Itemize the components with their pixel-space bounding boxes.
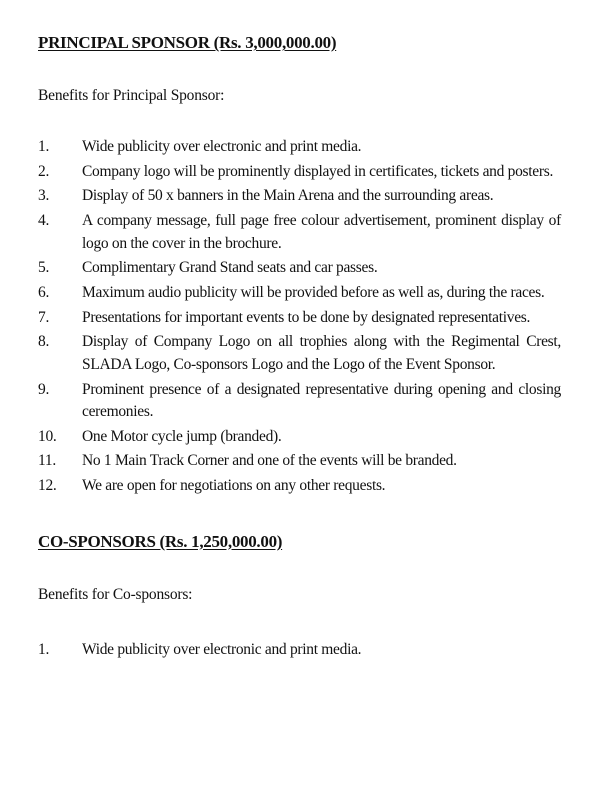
co-sponsors-section [38, 532, 562, 662]
principal-sponsor-heading: PRINCIPAL SPONSOR (Rs. 3,000,000.00) [38, 33, 337, 52]
list-item-number: 3. [38, 187, 50, 205]
list-item [38, 307, 562, 330]
list-item-number: 9. [38, 380, 50, 398]
list-item [38, 257, 562, 280]
list-item [38, 136, 562, 159]
list-item-text: Prominent presence of a designated representative during opening and closing ceremonies. [82, 380, 561, 420]
list-item [38, 185, 562, 208]
list-item-number: 5. [38, 259, 50, 277]
list-item-number: 4. [38, 212, 50, 230]
principal-sponsor-intro: Benefits for Principal Sponsor: [38, 87, 225, 104]
list-item-text: A company message, full page free colour advertisement, prominent display of logo on the cover in the brochure. [82, 212, 561, 252]
list-item [38, 282, 562, 305]
list-item-text: Display of Company Logo on all trophies along with the Regimental Crest, SLADA Logo, Co-sponsors Logo and the Logo of the Event Sponsor. [82, 333, 561, 373]
list-item-text: Presentations for important events to be done by designated representatives. [82, 308, 531, 326]
list-item-number: 2. [38, 162, 50, 180]
list-item-number: 1. [38, 640, 50, 658]
list-item-number: 12. [38, 477, 57, 495]
list-item [38, 210, 562, 255]
list-item-text: Complimentary Grand Stand seats and car passes. [82, 259, 378, 277]
principal-benefits-list [38, 136, 562, 498]
list-item-number: 8. [38, 333, 50, 351]
principal-sponsor-section [38, 33, 562, 498]
list-item [38, 475, 562, 498]
list-item-text: Company logo will be prominently displayed in certificates, tickets and posters. [82, 162, 554, 180]
list-item [38, 161, 562, 184]
list-item [38, 426, 562, 449]
list-item [38, 379, 562, 424]
co-sponsors-benefits-list [38, 639, 562, 662]
list-item-number: 6. [38, 283, 50, 301]
list-item-text: One Motor cycle jump (branded). [82, 427, 282, 445]
list-item-number: 1. [38, 138, 50, 155]
list-item-text: No 1 Main Track Corner and one of the events will be branded. [82, 452, 457, 470]
list-item [38, 450, 562, 473]
list-item [38, 331, 562, 376]
list-item-text: Wide publicity over electronic and print media. [82, 138, 362, 155]
list-item [38, 639, 562, 662]
co-sponsors-heading: CO-SPONSORS (Rs. 1,250,000.00) [38, 531, 283, 551]
list-item-number: 11. [38, 452, 56, 470]
list-item-text: Display of 50 x banners in the Main Arena and the surrounding areas. [82, 187, 494, 205]
list-item-text: Wide publicity over electronic and print media. [82, 640, 362, 658]
list-item-number: 7. [38, 308, 50, 326]
list-item-text: Maximum audio publicity will be provided before as well as, during the races. [82, 283, 545, 301]
list-item-text: We are open for negotiations on any other requests. [82, 477, 386, 495]
list-item-number: 10. [38, 427, 57, 445]
co-sponsors-intro: Benefits for Co-sponsors: [38, 585, 193, 603]
